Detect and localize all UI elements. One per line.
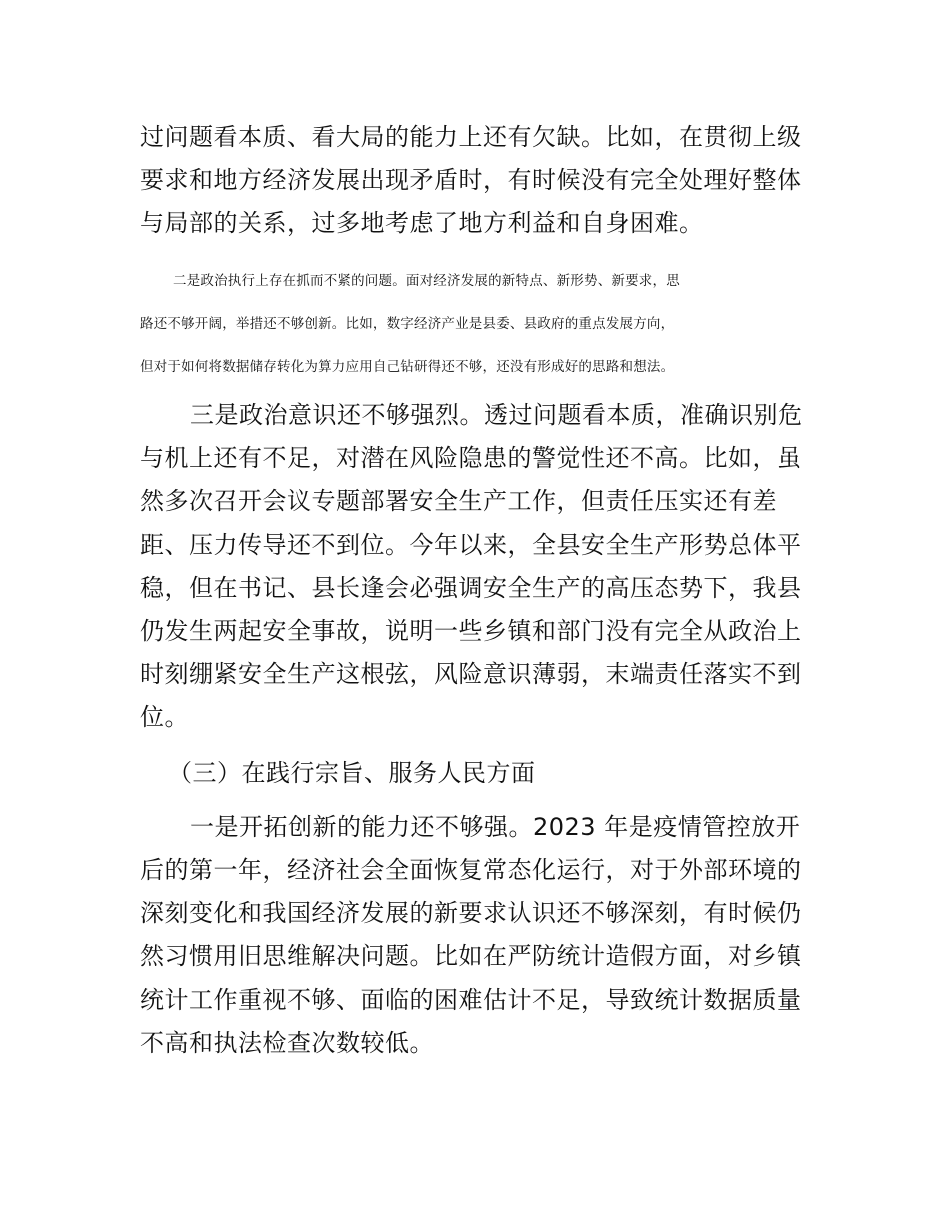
paragraph-3-line-1: 三是政治意识还不够强烈。透过问题看本质，准确识别危 <box>190 401 803 429</box>
paragraph-2-line-3: 但对于如何将数据储存转化为算力应用自己钻研得还不够，还没有形成好的思路和想法。 <box>140 359 675 375</box>
paragraph-4-line-6: 不高和执法检查次数较低。 <box>140 1029 434 1057</box>
paragraph-4-line-2: 后的第一年，经济社会全面恢复常态化运行，对于外部环境的 <box>140 856 802 884</box>
paragraph-2-line-1: 二是政治执行上存在抓而不紧的问题。面对经济发展的新特点、新形势、新要求，思 <box>173 273 680 289</box>
paragraph-2-line-2: 路还不够开阔，举措还不够创新。比如，数字经济产业是县委、县政府的重点发展方向， <box>140 316 675 332</box>
paragraph-3-line-8: 位。 <box>140 703 189 731</box>
paragraph-1-line-3: 与局部的关系，过多地考虑了地方利益和自身困难。 <box>140 209 704 237</box>
paragraph-1-line-2: 要求和地方经济发展出现矛盾时，有时候没有完全处理好整体 <box>140 166 802 194</box>
paragraph-4-line-5: 统计工作重视不够、面临的困难估计不足，导致统计数据质量 <box>140 986 802 1014</box>
paragraph-3-line-2: 与机上还有不足，对潜在风险隐患的警觉性还不高。比如，虽 <box>140 444 802 472</box>
paragraph-1-line-1: 过问题看本质、看大局的能力上还有欠缺。比如，在贯彻上级 <box>140 123 802 151</box>
paragraph-4-line-3: 深刻变化和我国经济发展的新要求认识还不够深刻，有时候仍 <box>140 899 802 927</box>
paragraph-3-line-7: 时刻绷紧安全生产这根弦，风险意识薄弱，末端责任落实不到 <box>140 660 802 688</box>
paragraph-3-line-3: 然多次召开会议专题部署安全生产工作，但责任压实还有差 <box>140 487 777 515</box>
paragraph-4-line-1: 一是开拓创新的能力还不够强。2023 年是疫情管控放开 <box>190 813 801 841</box>
paragraph-4-line-4: 然习惯用旧思维解决问题。比如在严防统计造假方面，对乡镇 <box>140 942 802 970</box>
paragraph-3-line-6: 仍发生两起安全事故，说明一些乡镇和部门没有完全从政治上 <box>140 617 802 645</box>
paragraph-3-line-5: 稳，但在书记、县长逢会必强调安全生产的高压态势下，我县 <box>140 574 802 602</box>
section-heading-3: （三）在践行宗旨、服务人民方面 <box>168 759 536 787</box>
paragraph-3-line-4: 距、压力传导还不到位。今年以来，全县安全生产形势总体平 <box>140 531 802 559</box>
